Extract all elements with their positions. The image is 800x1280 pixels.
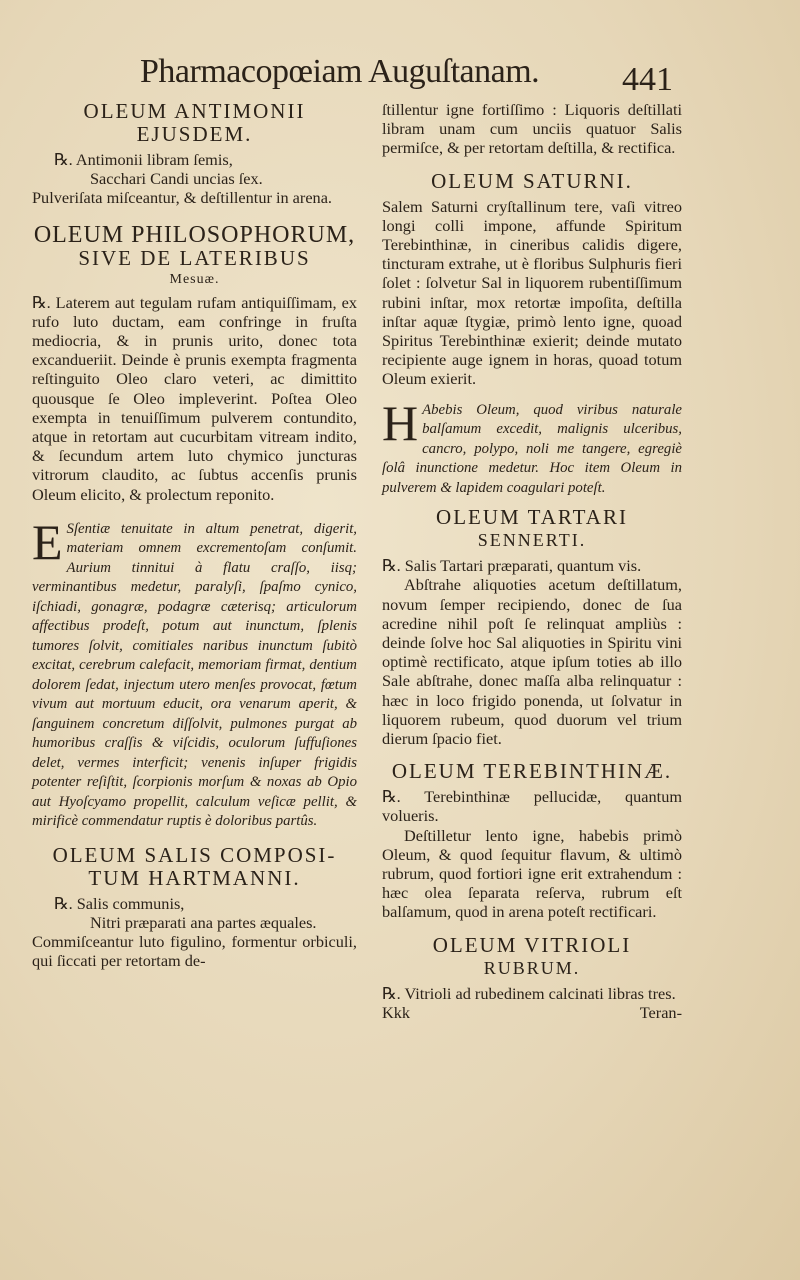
recipe-body: Deſtilletur lento igne, habebis primò Oleum, & quod ſequitur flavum, & ultimò rubrum, quod fortiori igne erit extrahendum : hæc olea ſeparata reſerva, rubrum eſt balſamum, quod in arena poteſt rectificari. [382, 825, 682, 922]
section-title: OLEUM VITRIOLI [432, 932, 632, 957]
running-header: Pharmacopœiam Auguſtanam. [140, 53, 540, 90]
page-number: 441 [622, 61, 673, 98]
recipe-line: Nitri præparati ana partes æquales. [90, 913, 317, 933]
drop-capital: E [32, 513, 63, 570]
recipe-instruction: Pulveriſata miſceantur, & deſtillentur in arena. [32, 188, 332, 208]
section-title: OLEUM PHILOSOPHORUM, [33, 221, 356, 248]
page-footer [382, 1003, 682, 1022]
section-title: SIVE DE LATERIBUS [78, 245, 311, 270]
recipe-line: ℞. Salis Tartari præparati, quantum vis. [382, 556, 642, 576]
section-title: OLEUM TEREBINTHINÆ. [391, 759, 673, 784]
recipe-line: ℞. Antimonii libram ſemis, [54, 150, 233, 169]
section-virtues-saturni [382, 394, 682, 499]
section-title: SENNERTI. [477, 530, 587, 551]
continued-text: ſtillentur igne fortiſſimo : Liquoris deſtillati libram unam cum unciis quatuor Salis permiſce, & per retortam deſtilla, & rectifica. [382, 100, 682, 158]
section-oleum-saturni [382, 170, 682, 389]
section-subtitle: Mesuæ. [169, 271, 220, 287]
catchword: Teran- [639, 1002, 682, 1022]
virtues-text: Sſentiæ tenuitate in altum penetrat, digerit, materiam omnem excrementoſam conſumit. Aurium tinnitui à flatu craſſo, iisq; verminantibus medetur, paralyſi, ſpaſmo cynico, iſchiadi, gonagræ, podagræ cæterisq; articulorum affectibus prodeſt, potum aut inunctum, ſplenis tumores ſolvit, comitiales naribus inunctum ſubitò excitat, cerebrum calefacit, memoriam firmat, dentium dolorem ſedat, injectum utero menſes provocat, fœtum vivum aut mortuum educit, ora venarum aperit, & ſanguinem concretum diſſolvit, pulmones purgat ab humoribus craſſis & viſcidis, oculorum ſuffuſiones delet, vermes interficit; venenis inſuper frigidis potenter reſiſtit, ſcorpionis morſum & noxas ab Opio aut Hyoſcyamo propellit, calculum veſicæ pellit, & mirificè commendatur ruptis è doloribus partûs. [32, 520, 357, 830]
section-title: OLEUM TARTARI [436, 505, 628, 530]
section-oleum-terebinthinae [382, 760, 682, 921]
drop-capital: H [382, 394, 419, 451]
recipe-instruction: Commiſceantur luto figulino, formentur orbiculi, qui ſiccati per retortam de- [32, 932, 357, 971]
recipe-line: ℞. Terebinthinæ pellucidæ, quantum volueris. [382, 787, 682, 826]
recipe-body: Salem Saturni cryſtallinum tere, vaſi vitreo longi colli impone, affunde Spiritum Terebinthinæ, in cineribus calidis digere, tincturam extrahe, ut è floribus Sulphuris fieri ſolet : ſolvetur Sal in liquorem rubentiſſimum rubini inſtar, mox retortæ impoſita, deſtilla inſtar aquæ ſtygiæ, primò lento igne, quoad Spiritus Terebinthinæ exierit; deinde mutato recipiente auge ignem in horas, quoad totum Oleum exierit. [382, 196, 682, 389]
recipe-line: ℞. Vitrioli ad rubedinem calcinati libras tres. [382, 983, 676, 1003]
section-virtues-philosophorum [32, 513, 357, 832]
section-oleum-salis [32, 844, 357, 971]
section-oleum-vitrioli [382, 934, 682, 1003]
section-title: RUBRUM. [483, 957, 581, 978]
section-title: EJUSDEM. [136, 122, 253, 146]
recipe-body: ℞. Laterem aut tegulam rufam antiquiſſimam, ex rufo luto ductam, eam confringe in fruſta mediocria, & in prunis urito, donec tota excandueriit. Deinde è prunis exempta fragmenta reſtinguito Oleo claro veteri, ac dimittito quousque ſe Oleo impleverint. Poſtea Oleo exempta in tenuiſſimum pulverem contundito, atque in retortam aut cucurbitam vitream indito, & ſecundum artem luto chymico juncturas vitrorum claudito, ac ſubtus accenſis prunis Oleum elicito, & prolectum reponito. [32, 292, 357, 504]
section-title: OLEUM SALIS COMPOSI- [52, 842, 337, 867]
virtues-text: Abebis Oleum, quod viribus naturale balſamum excedit, malignis ulceribus, cancro, polypo, noli me tangere, egregiè ſolâ inunctione medetur. Hoc item Oleum in pulverem & lapidem coagulari poteſt. [382, 401, 682, 496]
section-title: TUM HARTMANNI. [88, 865, 301, 890]
right-column [382, 100, 682, 1022]
section-oleum-tartari [382, 506, 682, 748]
section-title: OLEUM ANTIMONII [83, 99, 306, 123]
recipe-line: ℞. Salis communis, [54, 893, 185, 913]
section-title: OLEUM SATURNI. [431, 168, 633, 193]
section-oleum-antimonii [32, 100, 357, 208]
left-column [32, 100, 357, 971]
recipe-body: Abſtrahe aliquoties acetum deſtillatum, novum ſemper recipiendo, donec de ſua acredine nihil poſt ſe relinquat ampliùs : deinde ſolve hoc Sal aliquoties in Spiritu vini optimè rectificato, atque ipſum toties ab illo Sale abſtrahe, donec maſſa alba relinquatur : hæc in loco frigido ponenda, ut ſolvatur in liquorem rubeum, quod duorum vel trium dierum ſpacio fiet. [382, 575, 682, 748]
recipe-line: Sacchari Candi uncias ſex. [90, 169, 263, 189]
section-oleum-philosophorum [32, 221, 357, 504]
signature-mark: Kkk [382, 1002, 411, 1022]
